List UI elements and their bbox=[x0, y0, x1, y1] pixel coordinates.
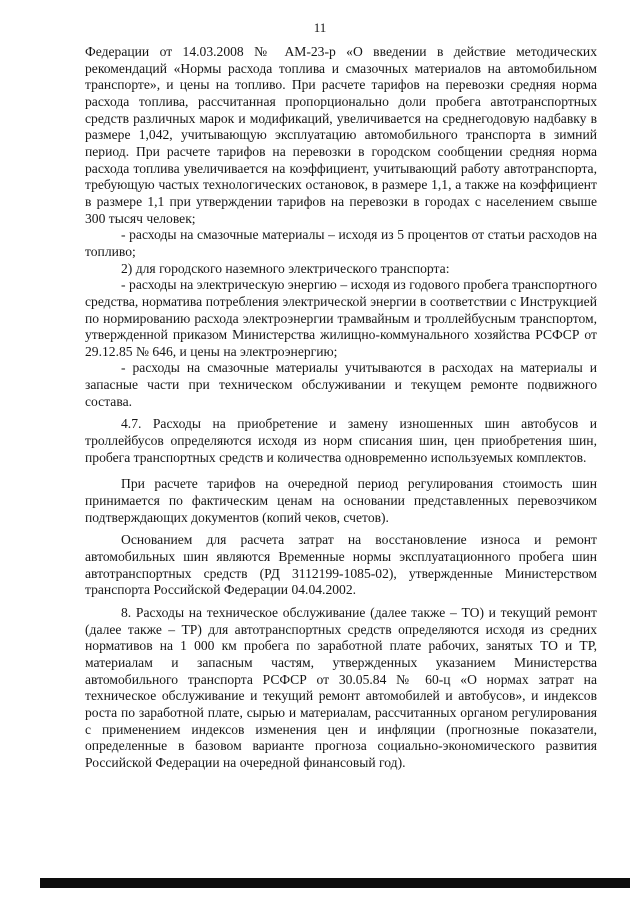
paragraph-lubricants: - расходы на смазочные материалы – исходя из 5 процентов от статьи расходов на топливо; bbox=[85, 227, 597, 259]
paragraph-tire-norms: Основанием для расчета затрат на восстановление износа и ремонт автомобильных шин являются Временные нормы эксплуатационного пробега шин автотранспортных средств (РД 3112199-1085-02), утвержденные Министерством транспорта Российской Федерации 04.04.2002. bbox=[85, 532, 597, 598]
paragraph-electric-transport-heading: 2) для городского наземного электрического транспорта: bbox=[121, 260, 450, 276]
paragraph-tire-cost: При расчете тарифов на очередной период регулирования стоимость шин принимается по фактическим ценам на основании представленных перевозчиком подтверждающих документов (копий чеков, счетов). bbox=[85, 476, 597, 525]
page-number: 11 bbox=[313, 20, 327, 35]
bottom-rule bbox=[40, 878, 630, 888]
paragraph-section-4-7: 4.7. Расходы на приобретение и замену изношенных шин автобусов и троллейбусов определяются исходя из норм списания шин, цен приобретения шин, пробега транспортных средств и количества одновременно используемых комплектов. bbox=[85, 416, 597, 465]
document-body bbox=[85, 44, 597, 772]
paragraph-section-8: 8. Расходы на техническое обслуживание (далее также – ТО) и текущий ремонт (далее также – ТР) для автотранспортных средств определяются исходя из средних нормативов на 1 000 км пробега по заработной плате рабочих, занятых ТО и ТР, материалам и запасным частям, утвержденных указанием Министерства автомобильного транспорта РСФСР от 30.05.84 № 60-ц «О нормах затрат на техническое обслуживание и текущий ремонт автомобилей и автобусов», и индексов роста по заработной плате, сырью и материалам, рассчитанных органом регулирования с применением индексов изменения цен и инфляции (прогнозные показатели, определенные в базовом варианте прогноза социально-экономического развития Российской Федерации на очередной финансовый год). bbox=[85, 605, 597, 770]
paragraph-electric-energy: - расходы на электрическую энергию – исходя из годового пробега транспортного средства, норматива потребления электрической энергии в соответствии с Инструкцией по нормированию расхода электроэнергии трамвайным и троллейбусным транспортом, утвержденной приказом Министерства жилищно-коммунального хозяйства РСФСР от 29.12.85 № 646, и цены на электроэнергию; bbox=[85, 277, 597, 359]
paragraph-fuel-continuation: Федерации от 14.03.2008 № АМ-23-р «О введении в действие методических рекомендаций «Нормы расхода топлива и смазочных материалов на автомобильном транспорте», и цены на топливо. При расчете тарифов на перевозки средняя норма расхода топлива, рассчитанная пропорционально доли пробега автотранспортных средств различных марок и модификаций, увеличивается на среднегодовую надбавку в размере 1,042, учитывающую эксплуатацию автомобильного транспорта в зимний период. При расчете тарифов на перевозки в городском сообщении средняя норма расхода топлива увеличивается на коэффициент, учитывающий работу автотранспорта, требующую частых технологических остановок, в размере 1,1, а также на коэффициент в размере 1,1 при утверждении тарифов на перевозки в городах с населением свыше 300 тысяч человек; bbox=[85, 44, 597, 226]
paragraph-electric-lubricants: - расходы на смазочные материалы учитываются в расходах на материалы и запасные части при техническом обслуживании и текущем ремонте подвижного состава. bbox=[85, 360, 597, 409]
